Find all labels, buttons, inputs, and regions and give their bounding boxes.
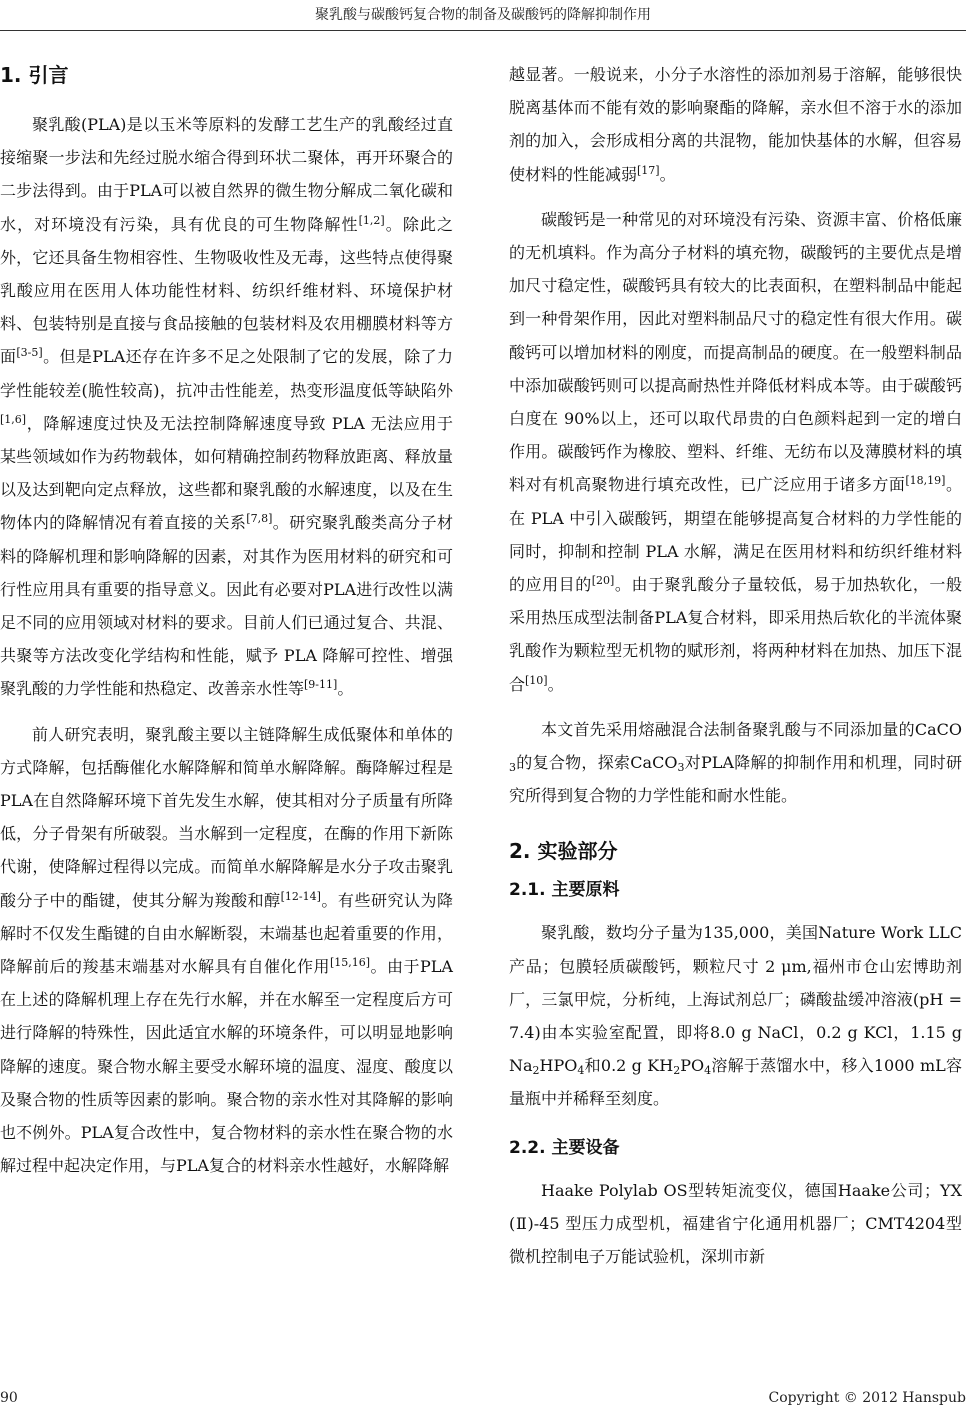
- citation-marker: [18,19]: [905, 474, 946, 488]
- text-run: 越显著。一般说来，小分子水溶性的添加剂易于溶解，能够很快脱离基体而不能有效的影响聚酯的降解，亲水但不溶于水的添加剂的加入，会形成相分离的共混物，能加快基体的水解，但容易使材料的性能减弱: [509, 65, 962, 184]
- paragraph-intro-2: [0, 718, 453, 1183]
- citation-marker: [1,6]: [0, 412, 27, 426]
- citation-marker: [20]: [591, 574, 615, 587]
- section-heading-experimental: 2. 实验部分: [509, 839, 618, 864]
- text-run: 聚乳酸(PLA)是以玉米等原料的发酵工艺生产的乳酸经过直接缩聚一步法和先经过脱水缩合得到环状二聚体，再开环聚合的二步法得到。由于PLA可以被自然界的微生物分解成二氧化碳和水，对环境没有污染，具有优良的可生物降解性: [0, 115, 453, 234]
- header-rule: [0, 30, 966, 31]
- paragraph-intro-1: [0, 108, 453, 706]
- running-title: 聚乳酸与碳酸钙复合物的制备及碳酸钙的降解抑制作用: [315, 7, 651, 23]
- text-run: 。在 PLA 中引入碳酸钙，期望在能够提高复合材料的力学性能的同时，抑制和控制 PLA 水解，满足在医用材料和纺织纤维材料的应用目的: [509, 475, 962, 595]
- text-run: 的复合物，探索CaCO: [516, 753, 678, 773]
- text-run: 。由于PLA在上述的降解机理上存在先行水解，并在水解至一定程度后方可进行降解的特殊性，因此适宜水解的环境条件，可以明显地影响降解的速度。聚合物水解主要受水解环境的温度、湿度、酸度以及聚合物的性质等因素的影响。聚合物的亲水性对其降解的影响也不例外。PLA复合改性中，复合物材料的亲水性在聚合物的水解过程中起决定作用，与PLA复合的材料亲水性越好，水解降解: [0, 957, 453, 1176]
- citation-marker: [7,8]: [246, 512, 273, 526]
- chemical-subscript: 3: [677, 760, 685, 774]
- left-column: [0, 58, 453, 1183]
- subsection-heading-equipment: 2.2. 主要设备: [509, 1137, 620, 1158]
- citation-marker: [3-5]: [16, 346, 43, 360]
- text-run: 。有些研究认为降解时不仅发生酯键的自由水解断裂，末端基也起着重要的作用，降解前后的羧基末端基对水解具有自催化作用: [0, 890, 453, 977]
- citation-marker: [12-14]: [280, 889, 321, 903]
- chemical-subscript: 2: [532, 1064, 540, 1078]
- text-run: HPO: [539, 1056, 578, 1076]
- text-run: 。: [659, 164, 676, 184]
- text-run: ，降解速度过快及无法控制降解速度导致 PLA 无法应用于某些领域如作为药物载体，如何精确控制药物释放距离、释放量以及达到靶向定点释放，这些都和聚乳酸的水解速度，以及在生物体内的降解情况有着直接的关系: [0, 413, 453, 533]
- text-run: 溶解于蒸馏水中，移入1000 mL容量瓶中并稀释至刻度。: [509, 1056, 962, 1109]
- text-run: 碳酸钙是一种常见的对环境没有污染、资源丰富、价格低廉的无机填料。作为高分子材料的填充物，碳酸钙的主要优点是增加尺寸稳定性，碳酸钙具有较大的比表面积，在塑料制品中能起到一种骨架作用，因此对塑料制品尺寸的稳定性有很大作用。碳酸钙可以增加材料的刚度，而提高制品的硬度。在一般塑料制品中添加碳酸钙则可以提高耐热性并降低材料成本等。由于碳酸钙白度在 90%以上，还可以取代昂贵的白色颜料起到一定的增白作用。碳酸钙作为橡胶、塑料、纤维、无纺布以及薄膜材料的填料对有机高聚物进行填充改性，已广泛应用于诸多方面: [509, 209, 962, 495]
- text-run: 。: [547, 674, 564, 694]
- subsection-heading-materials: 2.1. 主要原料: [509, 880, 620, 901]
- citation-marker: [17]: [637, 163, 660, 177]
- paragraph-intro-3-continued: [509, 58, 962, 191]
- paragraph-calcium-carbonate: [509, 203, 962, 701]
- citation-marker: [9-11]: [304, 678, 338, 692]
- text-run: 聚乳酸，数均分子量为135,000，美国Nature Work LLC产品；包膜轻质碳酸钙，颗粒尺寸 2 μm,福州市仓山宏博助剂厂，三氯甲烷，分析纯，上海试剂总厂；磷酸盐缓冲溶液(pH = 7.4)由本实验室配置，即将8.0 g NaCl，0.2 g KCl，1.15 g Na: [509, 923, 962, 1076]
- text-run: 前人研究表明，聚乳酸主要以主链降解生成低聚体和单体的方式降解，包括酶催化水解降解和简单水解降解。酶降解过程是PLA在自然降解环境下首先发生水解，使其相对分子质量有所降低，分子骨架有所破裂。当水解到一定程度，在酶的作用下新陈代谢，使降解过程得以完成。而简单水解降解是水分子攻击聚乳酸分子中的酯键，使其分解为羧酸和醇: [0, 724, 453, 910]
- section-heading-introduction: 1. 引言: [0, 63, 69, 87]
- text-run: PO: [680, 1056, 705, 1076]
- text-run: 。: [337, 679, 354, 699]
- chemical-subscript: 2: [673, 1064, 681, 1078]
- text-run: 。由于聚乳酸分子量较低，易于加热软化，一般采用热压成型法制备PLA复合材料，即采用热后软化的半流体聚乳酸作为颗粒型无机物的赋形剂，将两种材料在加热、加压下混合: [509, 575, 962, 694]
- right-column: [509, 58, 962, 1273]
- text-run: 和0.2 g KH: [584, 1056, 674, 1076]
- text-run: 。研究聚乳酸类高分子材料的降解机理和影响降解的因素，对其作为医用材料的研究和可行性应用具有重要的指导意义。因此有必要对PLA进行改性以满足不同的应用领域对材料的要求。目前人们已通过复合、共混、共聚等方法改变化学结构和性能，赋予 PLA 降解可控性、增强聚乳酸的力学性能和热稳定、改善亲水性等: [0, 513, 453, 699]
- text-run: 本文首先采用熔融混合法制备聚乳酸与不同添加量的CaCO: [541, 719, 962, 739]
- paragraph-objective: [509, 713, 962, 813]
- citation-marker: [10]: [525, 673, 548, 687]
- chemical-subscript: 3: [509, 760, 516, 774]
- paragraph-materials: [509, 916, 962, 1115]
- chemical-subscript: 4: [704, 1064, 712, 1078]
- copyright-notice: Copyright © 2012 Hanspub: [768, 1390, 966, 1406]
- page-number: 90: [0, 1390, 18, 1406]
- text-run: 。除此之外，它还具备生物相容性、生物吸收性及无毒，这些特点使得聚乳酸应用在医用人体功能性材料、纺织纤维材料、环境保护材料、包装特别是直接与食品接触的包装材料及农用棚膜材料等方面: [0, 214, 453, 367]
- text-run: Haake Polylab OS型转矩流变仪，德国Haake公司；YX(Ⅱ)-45 型压力成型机，福建省宁化通用机器厂；CMT4204型微机控制电子万能试验机，深圳市新: [509, 1180, 962, 1267]
- paragraph-equipment: [509, 1174, 962, 1274]
- text-run: 对PLA降解的抑制作用和机理，同时研究所得到复合物的力学性能和耐水性能。: [509, 753, 962, 806]
- chemical-subscript: 4: [577, 1064, 585, 1078]
- text-run: 。但是PLA还存在许多不足之处限制了它的发展，除了力学性能较差(脆性较高)，抗冲击性能差，热变形温度低等缺陷外: [0, 347, 453, 400]
- citation-marker: [15,16]: [329, 956, 371, 970]
- citation-marker: [1,2]: [358, 213, 385, 227]
